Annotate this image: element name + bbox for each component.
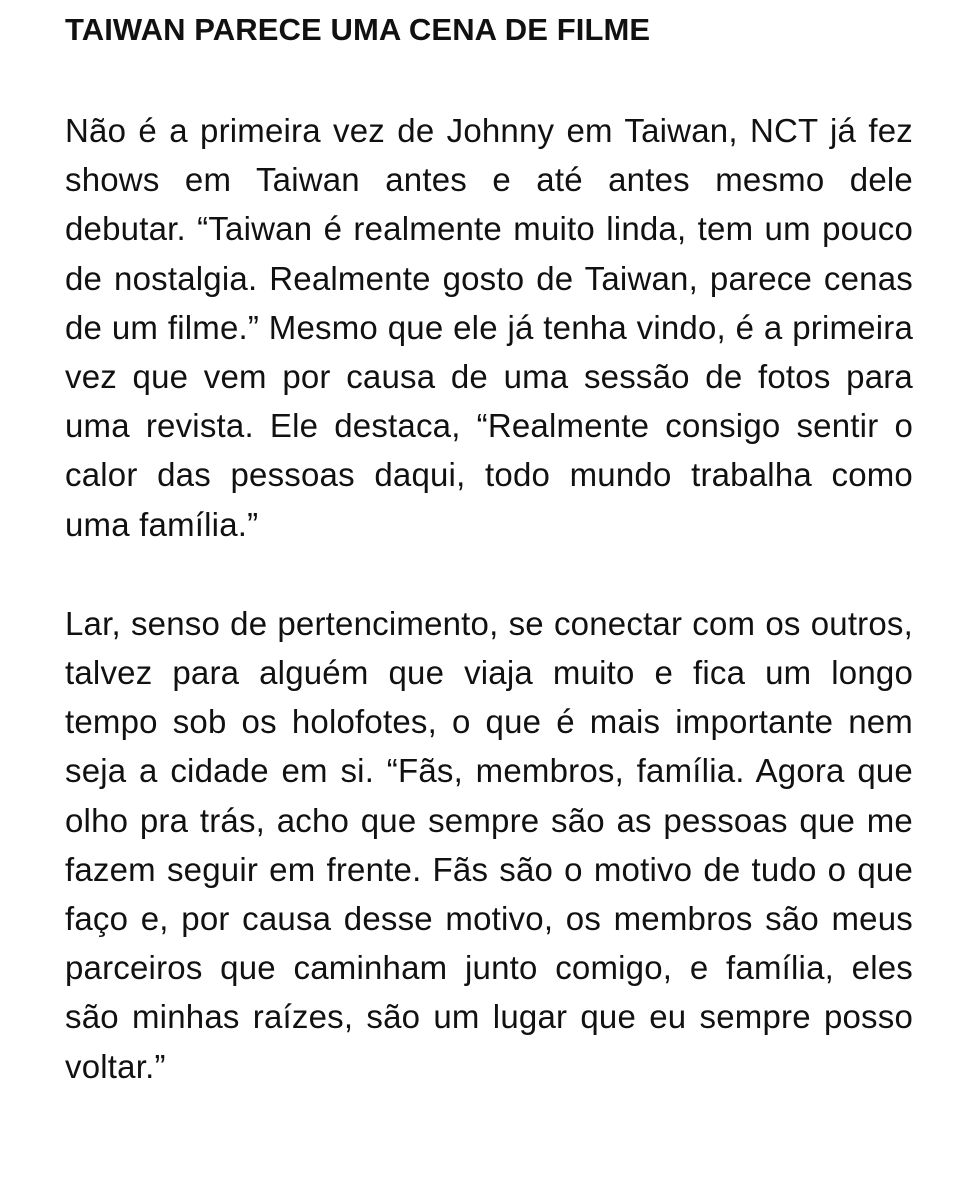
article-paragraph-2: Lar, senso de pertencimento, se conectar com os outros, talvez para alguém que viaja muito e fica um longo tempo sob os holofotes, o que é mais importante nem seja a cidade em si. “Fãs, membros, família. Agora que olho pra trás, acho que sempre são as pessoas que me fazem seguir em frente. Fãs são o motivo de tudo o que faço e, por causa desse motivo, os membros são meus parceiros que caminham junto comigo, e família, eles são minhas raízes, são um lugar que eu sempre posso voltar.” — [65, 604, 913, 1085]
article-title: TAIWAN PARECE UMA CENA DE FILME — [65, 12, 651, 47]
article — [65, 0, 913, 1091]
article-paragraph-1: Não é a primeira vez de Johnny em Taiwan, NCT já fez shows em Taiwan antes e até antes mesmo dele debutar. “Taiwan é realmente muito linda, tem um pouco de nostalgia. Realmente gosto de Taiwan, parece cenas de um filme.” Mesmo que ele já tenha vindo, é a primeira vez que vem por causa de uma sessão de fotos para uma revista. Ele destaca, “Realmente consigo sentir o calor das pessoas daqui, todo mundo trabalha como uma família.” — [65, 112, 913, 543]
